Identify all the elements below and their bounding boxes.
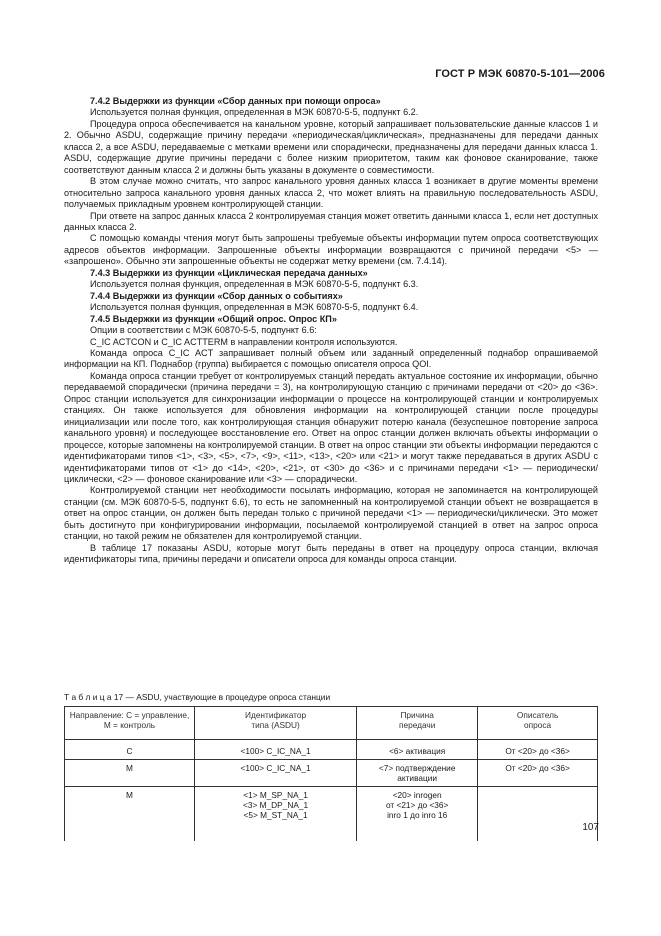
cell-line: <20> inrogen [392, 790, 442, 800]
table-header-row [65, 707, 598, 740]
table-cell [357, 760, 478, 787]
table-cell [357, 740, 478, 760]
table-cell [194, 787, 356, 842]
cell-line: От <20> до <36> [505, 746, 570, 756]
table-cell [65, 760, 195, 787]
table-header-cell [478, 707, 598, 740]
paragraph: Используется полная функция, определенная в МЭК 60870-5-5, подпункт 6.3. [90, 279, 419, 290]
table-header-cell [194, 707, 356, 740]
table-row [65, 787, 598, 842]
table-cell [65, 787, 195, 842]
header-line: Причина [400, 710, 434, 720]
paragraph: В таблице 17 показаны ASDU, которые могут быть переданы в ответ на процедуру опроса станции, включая идентификаторы типа, причины передачи и описатели опроса для команды опроса станции. [64, 542, 598, 565]
cell-line: <3> M_DP_NA_1 [243, 800, 309, 810]
cell-line: <100> C_IC_NA_1 [240, 746, 311, 756]
table-cell [478, 787, 598, 842]
cell-line: inro 1 до inro 16 [387, 810, 448, 820]
table-row [65, 760, 598, 787]
paragraph: В этом случае можно считать, что запрос канального уровня данных класса 1 возникает в другие моменты времени относительно запроса канального уровня данных класса 2, что может влиять на правильную последовательность ASDU, получаемых прикладным уровнем контролирующей станции. [64, 176, 598, 210]
cell-line: <100> C_IC_NA_1 [240, 763, 311, 773]
cell-line: <6> активация [389, 746, 446, 756]
table-header-cell [357, 707, 478, 740]
cell-line: <7> подтверждение [378, 763, 456, 773]
header-line: Описатель [516, 710, 559, 720]
table-cell [65, 740, 195, 760]
table-cell [194, 760, 356, 787]
table-row [65, 740, 598, 760]
header-line: типа (ASDU) [251, 720, 300, 730]
section-heading: 7.4.4 Выдержки из функции «Сбор данных о событиях» [90, 290, 343, 301]
paragraph: Команда опроса C_IC ACT запрашивает полный объем или заданный определенный поднабор опрашиваемой информации на КП. Поднабор (группа) выбирается с помощью описателя опроса QOI. [64, 347, 598, 370]
paragraph: C_IC ACTCON и C_IC ACTTERM в направлении контроля используются. [90, 336, 398, 347]
body-text [64, 96, 598, 566]
asdu-table [64, 706, 598, 841]
cell-line: От <20> до <36> [505, 763, 570, 773]
paragraph: Используется полная функция, определенная в МЭК 60870-5-5, подпункт 6.2. [90, 107, 419, 118]
cell-line: от <21> до <36> [385, 800, 449, 810]
paragraph: Используется полная функция, определенная в МЭК 60870-5-5, подпункт 6.4. [90, 302, 419, 313]
cell-line: М [126, 763, 133, 773]
cell-line: С [126, 746, 133, 756]
section-heading: 7.4.5 Выдержки из функции «Общий опрос. Опрос КП» [90, 313, 337, 324]
page-number: 107 [582, 822, 599, 833]
cell-line: М [126, 790, 133, 800]
header-line: передачи [398, 720, 436, 730]
paragraph: Команда опроса станции требует от контролируемых станций передать актуальное состояние их информации, обычно передаваемой спорадически (причина передачи = 3), на контролирующую станцию с причинами передачи от <20> до <36>. Опрос станции используется для синхронизации информации о процессе на контролирующей станции и контролируемых станциях. Он также используется для обновления информации на контролирующей станции после процедуры инициализации или после того, как контролирующая станция обнаружит потерю канала (безуспешное повторение запроса канального уровня) и последующее восстановление его. Ответ на опрос станции должен включать объекты информации о процессе, которые запомнены на контролируемой станции. В ответ на опрос станции эти объекты информации передаются с идентификаторами типов <1>, <3>, <5>, <7>, <9>, <11>, <13>, <20> или <21> и могут также передаваться в других ASDU с идентификаторами типов от <1> до <14>, <20>, <21>, от <30> до <36> и с причинами передачи <1> — периодически/циклически, <2> — фоновое сканирование или <3> — спорадически. [64, 370, 598, 484]
section-heading: 7.4.3 Выдержки из функции «Циклическая передача данных» [90, 267, 368, 278]
cell-line: <5> M_ST_NA_1 [243, 810, 308, 820]
table-caption-prefix: Т а б л и ц а [64, 692, 112, 702]
standard-header: ГОСТ Р МЭК 60870-5-101—2006 [435, 68, 605, 80]
paragraph: Процедура опроса обеспечивается на канальном уровне, который запрашивает пользовательские данные классов 1 и 2. Обычно ASDU, содержащие причину передачи «периодическая/циклическая», предназначены для передачи данных класса 2, а все ASDU, передаваемые с метками времени или спорадически, предназначены для передачи данных класса 1. ASDU, содержащие другие причины передачи с более низким приоритетом, таким как фоновое сканирование, также соответствуют данным класса 2 и должны быть указаны в документе о совместимости. [64, 118, 598, 175]
cell-line: <1> M_SP_NA_1 [243, 790, 308, 800]
paragraph: При ответе на запрос данных класса 2 контролируемая станция может ответить данными класса 1, если нет доступных данных класса 2. [64, 210, 598, 232]
header-line: Направление: С = управление, [69, 710, 190, 720]
header-line: М = контроль [103, 720, 156, 730]
table-caption [64, 692, 598, 703]
paragraph: С помощью команды чтения могут быть запрошены требуемые объекты информации путем опроса соответствующих адресов объектов информации. Запрошенные объекты информации возвращаются с причиной передачи <5> — «запрошено». Обычно эти запрошенные объекты не содержат метку времени (см. 7.4.14). [64, 233, 598, 267]
cell-line: активации [397, 773, 438, 783]
paragraph: Контролируемой станции нет необходимости посылать информацию, которая не запоминается на контролирующей станции (см. МЭК 60870-5-5, подпункт 6.6), то есть не запомненный на контролируемой станции объект не возвращается в ответ на опрос станции, он должен быть передан только с причиной передачи <1> — периодически/циклически. Это может быть достигнуто при конфигурировании информации, посылаемой контролируемой станцией в ответ на запрос опроса станции, но такой режим не обязателен для контролируемой станции. [64, 485, 598, 542]
table-header-cell [65, 707, 195, 740]
table-cell [478, 760, 598, 787]
header-line: Идентификатор [245, 710, 307, 720]
table-cell [357, 787, 478, 842]
table-caption-title: 17 — ASDU, участвующие в процедуре опроса станции [111, 692, 331, 702]
section-heading: 7.4.2 Выдержки из функции «Сбор данных при помощи опроса» [90, 96, 381, 106]
table-body [65, 740, 598, 842]
paragraph: Опции в соответствии с МЭК 60870-5-5, подпункт 6.6: [90, 325, 317, 336]
table-cell [478, 740, 598, 760]
header-line: опроса [524, 720, 552, 730]
table-cell [194, 740, 356, 760]
